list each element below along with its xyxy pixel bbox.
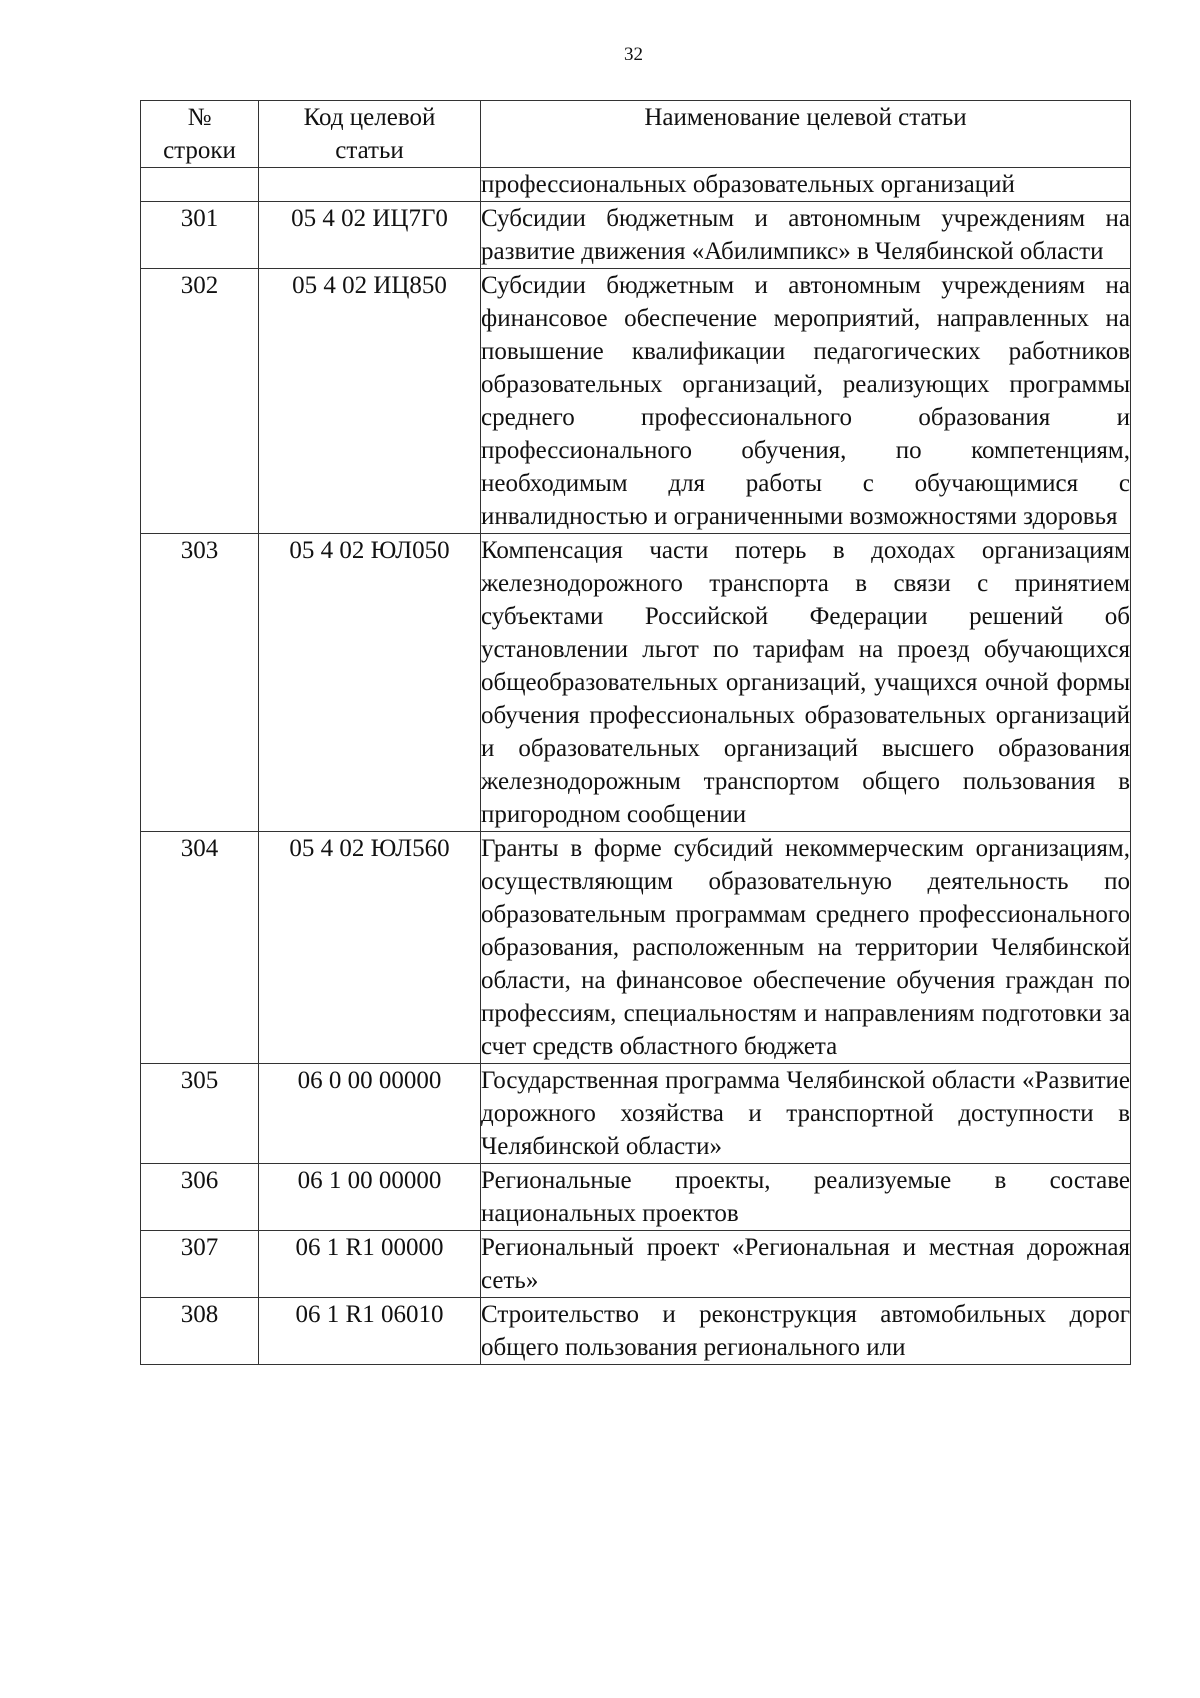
target-articles-table xyxy=(140,100,1131,1365)
table-cell-code: 05 4 02 ИЦ7Г0 xyxy=(259,202,481,269)
table-cell-code: 06 0 00 00000 xyxy=(259,1064,481,1164)
table-cell-code xyxy=(259,168,481,202)
table-row xyxy=(141,1231,1131,1298)
table-row xyxy=(141,534,1131,832)
table-cell-number: 302 xyxy=(141,269,259,534)
table-row xyxy=(141,832,1131,1064)
table-cell-number: 304 xyxy=(141,832,259,1064)
table-cell-number: 307 xyxy=(141,1231,259,1298)
table-cell-code: 05 4 02 ЮЛ560 xyxy=(259,832,481,1064)
table-cell-name-continuation: профессиональных образовательных организаций xyxy=(481,168,1131,202)
table-cell-name: Субсидии бюджетным и автономным учреждениям на развитие движения «Абилимпикс» в Челябинской области xyxy=(481,202,1131,269)
table-cell-number: 303 xyxy=(141,534,259,832)
table-cell-name: Государственная программа Челябинской области «Развитие дорожного хозяйства и транспортной доступности в Челябинской области» xyxy=(481,1064,1131,1164)
table-cell-number: 306 xyxy=(141,1164,259,1231)
table-cell-number: 301 xyxy=(141,202,259,269)
table-cell-number: 305 xyxy=(141,1064,259,1164)
table-row xyxy=(141,202,1131,269)
table-cell-code: 05 4 02 ЮЛ050 xyxy=(259,534,481,832)
table-cell-name: Строительство и реконструкция автомобильных дорог общего пользования регионального или xyxy=(481,1298,1131,1365)
table-row xyxy=(141,269,1131,534)
table-cell-code: 06 1 00 00000 xyxy=(259,1164,481,1231)
table-header-row xyxy=(141,101,1131,168)
table-cell-name: Компенсация части потерь в доходах организациям железнодорожного транспорта в связи с принятием субъектами Российской Федерации решений об установлении льгот по тарифам на проезд обучающихся общеобразовательных организаций, учащихся очной формы обучения профессиональных образовательных организаций и образовательных организаций высшего образования железнодорожным транспортом общего пользования в пригородном сообщении xyxy=(481,534,1131,832)
header-target-code xyxy=(259,101,481,168)
header-row-number-label: строки xyxy=(163,137,236,164)
header-target-name: Наименование целевой статьи xyxy=(481,101,1131,168)
table-cell-code: 06 1 R1 06010 xyxy=(259,1298,481,1365)
table-cell-name: Региональный проект «Региональная и местная дорожная сеть» xyxy=(481,1231,1131,1298)
header-row-number xyxy=(141,101,259,168)
table-row xyxy=(141,1298,1131,1365)
table-cell-name: Субсидии бюджетным и автономным учреждениям на финансовое обеспечение мероприятий, направленных на повышение квалификации педагогических работников образовательных организаций, реализующих программы среднего профессионального образования и профессионального обучения, по компетенциям, необходимым для работы с обучающимися с инвалидностью и ограниченными возможностями здоровья xyxy=(481,269,1131,534)
header-target-code-line1: Код целевой xyxy=(303,104,436,131)
table-cell-name: Региональные проекты, реализуемые в составе национальных проектов xyxy=(481,1164,1131,1231)
table-row xyxy=(141,1064,1131,1164)
header-target-code-line2: статьи xyxy=(335,137,404,164)
header-row-number-symbol: № xyxy=(187,104,212,131)
table-cell-number: 308 xyxy=(141,1298,259,1365)
table-cell-number xyxy=(141,168,259,202)
table-cell-code: 05 4 02 ИЦ850 xyxy=(259,269,481,534)
table-row xyxy=(141,1164,1131,1231)
page-number: 32 xyxy=(624,44,643,65)
table-cell-code: 06 1 R1 00000 xyxy=(259,1231,481,1298)
table-row-continuation xyxy=(141,168,1131,202)
table-cell-name: Гранты в форме субсидий некоммерческим организациям, осуществляющим образовательную деятельность по образовательным программам среднего профессионального образования, расположенным на территории Челябинской области, на финансовое обеспечение обучения граждан по профессиям, специальностям и направлениям подготовки за счет средств областного бюджета xyxy=(481,832,1131,1064)
